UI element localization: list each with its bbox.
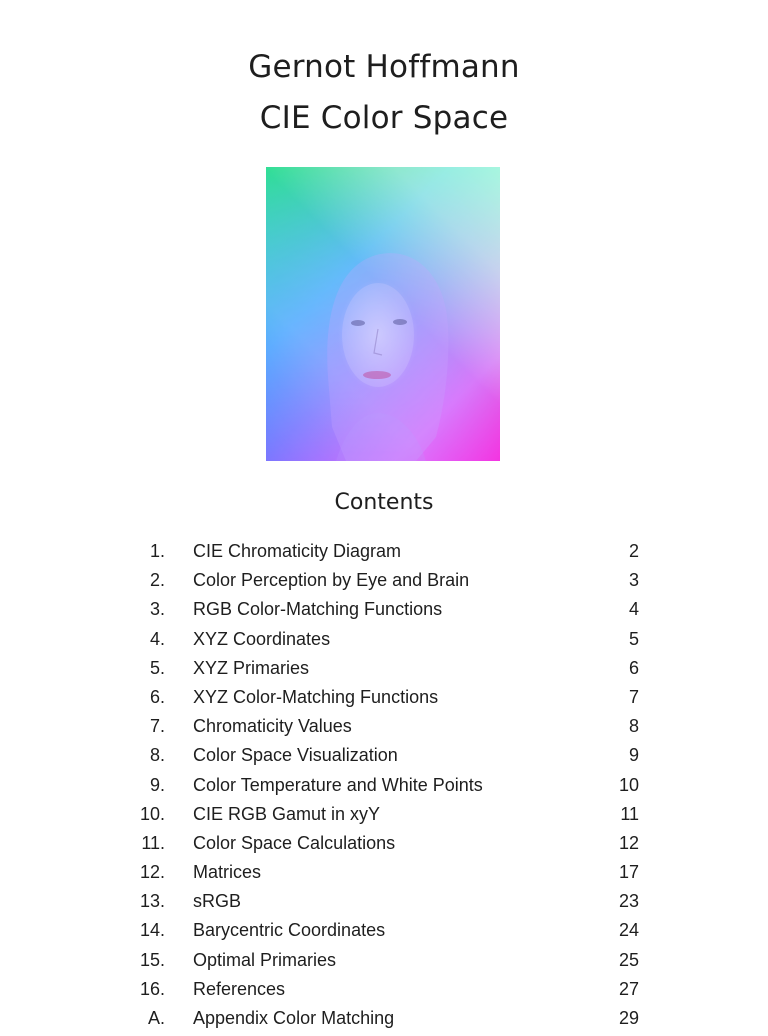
toc-entry-title: CIE RGB Gamut in xyY <box>193 803 381 824</box>
toc-entry-page: 29 <box>618 1008 639 1028</box>
author-name: Gernot Hoffmann <box>248 49 520 85</box>
toc-entry-number: 7. <box>149 716 165 737</box>
toc-entry-page: 8 <box>628 716 639 737</box>
toc-entry-page: 25 <box>618 949 639 970</box>
toc-entry-number: 6. <box>149 686 165 707</box>
toc-entry-page: 10 <box>618 774 639 795</box>
toc-entry[interactable] <box>0 628 768 657</box>
toc-entry-page: 17 <box>618 862 639 883</box>
toc-entry-number: 3. <box>149 599 165 620</box>
toc-entry-number: 1. <box>149 541 165 561</box>
toc-entry-title: References <box>193 978 286 999</box>
toc-entry-title: Chromaticity Values <box>193 716 352 737</box>
toc-entry-title: XYZ Primaries <box>193 657 310 678</box>
toc-entry-title: sRGB <box>193 891 242 912</box>
toc-entry-number: 14. <box>139 920 165 941</box>
toc-entry[interactable] <box>0 774 768 803</box>
toc-entry-page: 23 <box>618 891 639 912</box>
toc-entry-number: 13. <box>139 891 165 912</box>
toc-entry-number: 9. <box>149 774 165 795</box>
toc-entry-title: Color Space Visualization <box>193 745 398 766</box>
table-of-contents <box>0 540 768 1036</box>
toc-entry-title: CIE Chromaticity Diagram <box>193 541 402 561</box>
cover-portrait-image <box>266 167 500 461</box>
toc-entry-page: 3 <box>628 570 639 591</box>
toc-entry[interactable] <box>0 686 768 715</box>
toc-entry-page: 27 <box>618 978 639 999</box>
toc-entry-title: RGB Color-Matching Functions <box>193 599 443 620</box>
toc-entry-number: 2. <box>149 570 165 591</box>
toc-entry[interactable] <box>0 657 768 686</box>
toc-entry-page: 12 <box>618 832 639 853</box>
toc-entry-title: XYZ Coordinates <box>193 628 331 649</box>
toc-entry-number: 4. <box>149 628 165 649</box>
toc-entry-title: Appendix Color Matching <box>193 1008 395 1028</box>
toc-entry-number: 10. <box>139 803 165 824</box>
toc-entry-page: 6 <box>628 657 639 678</box>
document-title: CIE Color Space <box>259 100 509 136</box>
toc-entry-page: 4 <box>628 599 639 620</box>
toc-entry[interactable] <box>0 949 768 978</box>
toc-entry-title: Color Space Calculations <box>193 832 396 853</box>
toc-entry[interactable] <box>0 919 768 948</box>
toc-entry-title: XYZ Color-Matching Functions <box>193 686 439 707</box>
toc-entry-page: 9 <box>628 745 639 766</box>
toc-entry-page: 24 <box>618 920 639 941</box>
toc-entry[interactable] <box>0 832 768 861</box>
toc-entry[interactable] <box>0 569 768 598</box>
toc-entry-page: 7 <box>628 686 639 707</box>
toc-entry-title: Color Perception by Eye and Brain <box>193 570 470 591</box>
toc-entry-title: Barycentric Coordinates <box>193 920 386 941</box>
toc-entry[interactable] <box>0 1007 768 1036</box>
toc-entry-number: 12. <box>139 862 165 883</box>
toc-entry-number: 15. <box>139 949 165 970</box>
toc-entry-title: Optimal Primaries <box>193 949 337 970</box>
toc-entry-number: 11. <box>141 832 165 853</box>
toc-entry-number: 8. <box>149 745 165 766</box>
toc-entry[interactable] <box>0 715 768 744</box>
toc-entry-page: 11 <box>620 803 639 824</box>
toc-entry-number: 5. <box>149 657 165 678</box>
toc-entry[interactable] <box>0 978 768 1007</box>
toc-entry-title: Color Temperature and White Points <box>193 774 483 795</box>
contents-heading: Contents <box>334 490 434 515</box>
toc-entry[interactable] <box>0 803 768 832</box>
toc-entry[interactable] <box>0 744 768 773</box>
toc-entry[interactable] <box>0 540 768 569</box>
toc-entry-number: A. <box>147 1008 165 1028</box>
toc-entry-page: 2 <box>628 541 639 561</box>
toc-entry[interactable] <box>0 861 768 890</box>
toc-entry[interactable] <box>0 890 768 919</box>
toc-entry-title: Matrices <box>193 862 262 883</box>
toc-entry-page: 5 <box>628 628 639 649</box>
toc-entry[interactable] <box>0 598 768 627</box>
toc-entry-number: 16. <box>139 978 165 999</box>
